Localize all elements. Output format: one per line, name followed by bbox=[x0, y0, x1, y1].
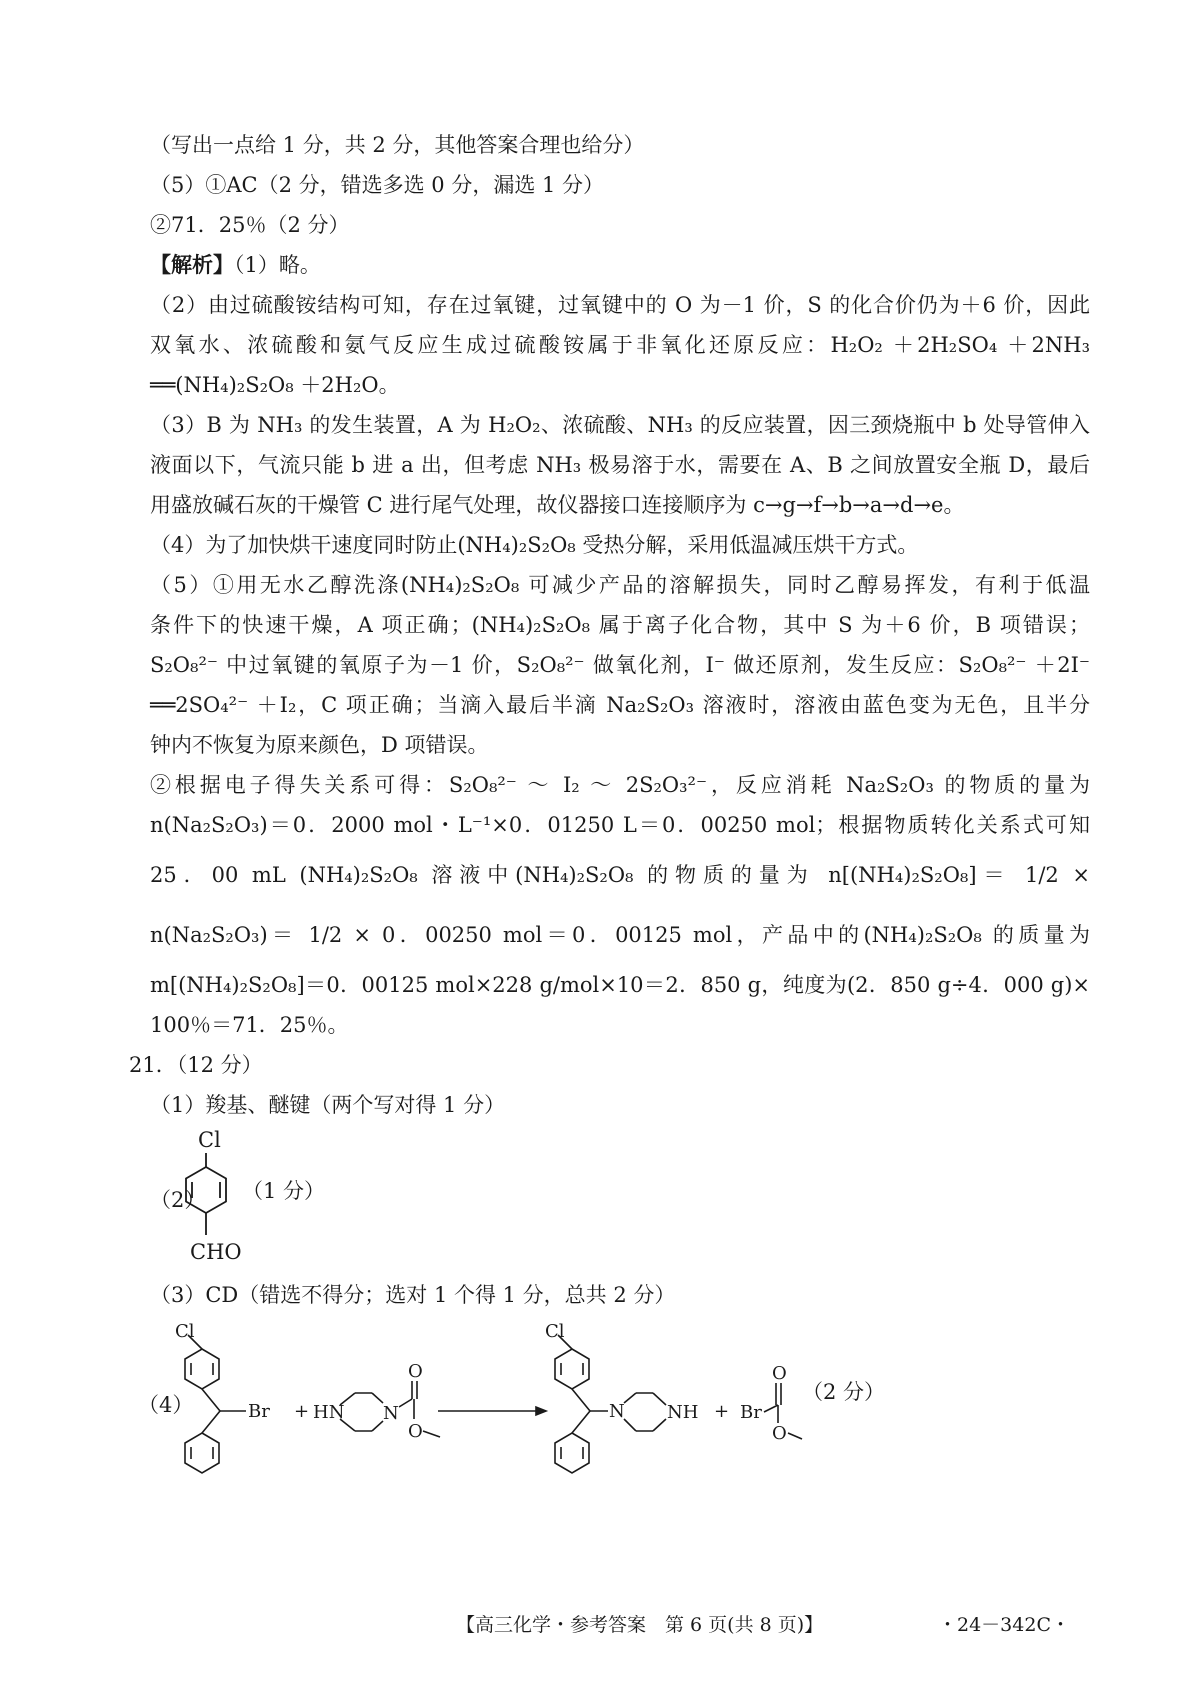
nitrogen-label-2: N bbox=[609, 1401, 625, 1422]
plus-sign-2: + bbox=[714, 1401, 730, 1422]
analysis-heading: 【解析】 bbox=[150, 252, 234, 277]
analysis-4: （4）为了加快烘干速度同时防止(NH₄)₂S₂O₈ 受热分解，采用低温减压烘干方式。 bbox=[150, 533, 919, 557]
analysis-5-line-1: （5）①用无水乙醇洗涤(NH₄)₂S₂O₈ 可减少产品的溶解损失，同时乙醇易挥发，有利于低温 bbox=[150, 573, 1090, 597]
answer-21-2-row bbox=[150, 1125, 1090, 1275]
answer-21-3: （3）CD（错选不得分；选对 1 个得 1 分，总共 2 分） bbox=[150, 1283, 676, 1307]
ester-oxygen-2: O bbox=[772, 1423, 787, 1444]
answer-21-4-label: （4） bbox=[138, 1393, 194, 1417]
analysis-5-line-2: 条件下的快速干燥，A 项正确；(NH₄)₂S₂O₈ 属于离子化合物，其中 S 为＋6 价，B 项错误； bbox=[150, 613, 1090, 637]
plus-sign-1: + bbox=[294, 1401, 310, 1422]
analysis-5-2-line-4: n(Na₂S₂O₃)＝ 1/2 × 0．00250 mol＝0．00125 mol，产品中的(NH₄)₂S₂O₈ 的质量为 bbox=[150, 923, 1090, 947]
analysis-3-line-1: （3）B 为 NH₃ 的发生装置，A 为 H₂O₂、浓硫酸、NH₃ 的反应装置，因三颈烧瓶中 b 处导管伸入 bbox=[150, 413, 1090, 437]
nitrogen-label-1: N bbox=[383, 1403, 399, 1424]
bromine-label-2: Br bbox=[740, 1402, 762, 1423]
answer-21-2-label: （2） bbox=[150, 1188, 206, 1212]
answer-21-4-row bbox=[138, 1315, 1090, 1495]
analysis-2-line-2: 双氧水、浓硫酸和氨气反应生成过硫酸铵属于非氧化还原反应：H₂O₂ ＋2H₂SO₄ ＋2NH₃ bbox=[150, 333, 1090, 357]
page-footer bbox=[0, 1610, 1200, 1640]
question-21-heading: 21．（12 分） bbox=[129, 1053, 263, 1077]
analysis-5-2-line-1: ②根据电子得失关系可得：S₂O₈²⁻ ～ I₂ ～ 2S₂O₃²⁻，反应消耗 Na₂S₂O₃ 的物质的量为 bbox=[150, 773, 1090, 797]
answer-5-2: ②71．25％（2 分） bbox=[150, 213, 350, 237]
ester-oxygen-1: O bbox=[408, 1421, 423, 1442]
analysis-heading-line bbox=[150, 245, 1090, 285]
chlorine-label-1: Cl bbox=[175, 1321, 195, 1342]
analysis-5-line-3: S₂O₈²⁻ 中过氧键的氧原子为－1 价，S₂O₈²⁻ 做氧化剂，I⁻ 做还原剂，发生反应：S₂O₈²⁻ ＋2I⁻ bbox=[150, 653, 1090, 677]
footer-code: ・24－342C・ bbox=[938, 1614, 1070, 1636]
reaction-scheme bbox=[138, 1315, 1090, 1495]
answer-21-2-score: （1 分） bbox=[242, 1179, 326, 1203]
analysis-1: （1）略。 bbox=[234, 253, 321, 277]
reaction-arrow bbox=[438, 1407, 546, 1415]
analysis-5-line-5: 钟内不恢复为原来颜色，D 项错误。 bbox=[150, 733, 489, 757]
answer-21-4-score: （2 分） bbox=[802, 1380, 886, 1404]
analysis-5-line-4: ══2SO₄²⁻ ＋I₂，C 项正确；当滴入最后半滴 Na₂S₂O₃ 溶液时，溶液由蓝色变为无色，且半分 bbox=[150, 693, 1090, 717]
chlorobenzaldehyde-structure bbox=[150, 1125, 1090, 1275]
analysis-3-line-3: 用盛放碱石灰的干燥管 C 进行尾气处理，故仪器接口连接顺序为 c→g→f→b→a→d→e。 bbox=[150, 493, 965, 517]
analysis-5-2-line-2: n(Na₂S₂O₃)＝0．2000 mol・L⁻¹×0．01250 L＝0．00250 mol；根据物质转化关系式可知 bbox=[150, 813, 1090, 837]
chlorine-label: Cl bbox=[198, 1128, 221, 1152]
answer-content bbox=[129, 125, 1091, 1495]
bromine-label-1: Br bbox=[248, 1401, 270, 1422]
answer-5-1: （5）①AC（2 分，错选多选 0 分，漏选 1 分） bbox=[150, 173, 605, 197]
amine-label-2: NH bbox=[667, 1402, 699, 1423]
analysis-5-2-line-3: 25．00 mL (NH₄)₂S₂O₈ 溶液中(NH₄)₂S₂O₈ 的物质的量为 n[(NH₄)₂S₂O₈]＝ 1/2 × bbox=[150, 863, 1090, 887]
ethyl-piperazinecarboxylate bbox=[313, 1361, 440, 1442]
carbonyl-oxygen-1: O bbox=[408, 1361, 423, 1382]
footer-title: 【高三化学・参考答案 第 6 页(共 8 页)】 bbox=[456, 1614, 824, 1636]
carbonyl-oxygen-2: O bbox=[772, 1363, 787, 1384]
analysis-2-line-1: （2）由过硫酸铵结构可知，存在过氧键，过氧键中的 O 为－1 价，S 的化合价仍为＋6 价，因此 bbox=[150, 293, 1090, 317]
chlorine-label-2: Cl bbox=[545, 1321, 565, 1342]
answer-21-1: （1）羧基、醚键（两个写对得 1 分） bbox=[150, 1093, 506, 1117]
ethyl-bromoformate bbox=[740, 1363, 802, 1444]
chlorobenzhydryl-piperazine bbox=[545, 1321, 698, 1473]
benzene-ring bbox=[186, 1153, 226, 1235]
aldehyde-label: CHO bbox=[190, 1240, 242, 1264]
analysis-2-line-3: ══(NH₄)₂S₂O₈ ＋2H₂O。 bbox=[150, 373, 400, 397]
analysis-3-line-2: 液面以下，气流只能 b 进 a 出，但考虑 NH₃ 极易溶于水，需要在 A、B 之间放置安全瓶 D，最后 bbox=[150, 453, 1090, 477]
scoring-note: （写出一点给 1 分，共 2 分，其他答案合理也给分） bbox=[150, 133, 645, 157]
analysis-5-2-line-6: 100％＝71．25％。 bbox=[150, 1013, 349, 1037]
analysis-5-2-line-5: m[(NH₄)₂S₂O₈]＝0．00125 mol×228 g/mol×10＝2．850 g，纯度为(2．850 g÷4．000 g)× bbox=[150, 973, 1091, 997]
amine-label-1: HN bbox=[313, 1402, 345, 1423]
